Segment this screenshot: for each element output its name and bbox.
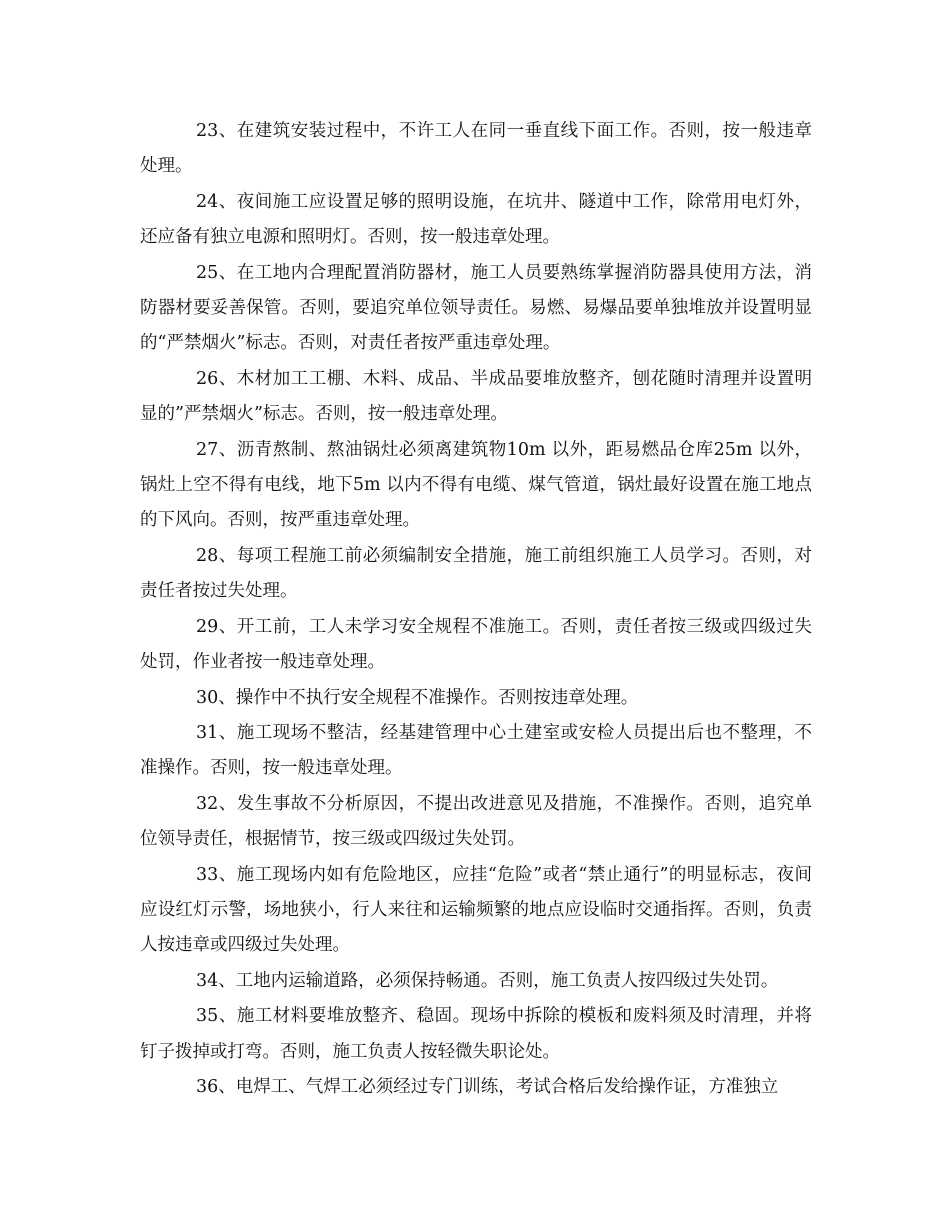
paragraph-30: 30、操作中不执行安全规程不准操作。否则按违章处理。	[196, 687, 639, 708]
paragraph-24: 24、夜间施工应设置足够的照明设施，在坑井、隧道中工作，除常用电灯外，还应备有独立电源和照明灯。否则，按一般违章处理。	[140, 191, 812, 248]
paragraph-26: 26、木材加工工棚、木料、成品、半成品要堆放整齐，刨花随时清理并设置明显的”严禁烟火”标志。否则，按一般违章处理。	[140, 368, 812, 425]
paragraph-32: 32、发生事故不分析原因，不提出改进意见及措施，不准操作。否则，追究单位领导责任，根据情节，按三级或四级过失处罚。	[140, 793, 812, 850]
paragraph-36: 36、电焊工、气焊工必须经过专门训练，考试合格后发给操作证，方准独立	[196, 1076, 779, 1097]
document-body	[140, 114, 812, 1105]
paragraph-27: 27、沥青熬制、熬油锅灶必须离建筑物10m 以外，距易燃品仓库25m 以外，锅灶上空不得有电线，地下5m 以内不得有电缆、煤气管道，锅灶最好设置在施工地点的下风向。否则，按严重违章处理。	[140, 439, 812, 531]
paragraph-29: 29、开工前，工人未学习安全规程不准施工。否则，责任者按三级或四级过失处罚，作业者按一般违章处理。	[140, 616, 812, 673]
paragraph-34: 34、工地内运输道路，必须保持畅通。否则，施工负责人按四级过失处罚。	[196, 970, 779, 991]
paragraph-28: 28、每项工程施工前必须编制安全措施，施工前组织施工人员学习。否则，对责任者按过失处理。	[140, 545, 812, 602]
paragraph-35: 35、施工材料要堆放整齐、稳固。现场中拆除的模板和废料须及时清理，并将钉子拨掉或打弯。否则，施工负责人按轻微失职论处。	[140, 1006, 812, 1062]
paragraph-33: 33、施工现场内如有危险地区，应挂“危险”或者“禁止通行”的明显标志，夜间应设红灯示警，场地狭小，行人来往和运输频繁的地点应设临时交通指挥。否则，负责人按违章或四级过失处理。	[140, 864, 812, 956]
paragraph-25: 25、在工地内合理配置消防器材，施工人员要熟练掌握消防器具使用方法，消防器材要妥善保管。否则，要追究单位领导责任。易燃、易爆品要单独堆放并设置明显的“严禁烟火”标志。否则，对责任者按严重违章处理。	[140, 262, 812, 354]
paragraph-31: 31、施工现场不整洁，经基建管理中心土建室或安检人员提出后也不整理，不准操作。否则，按一般违章处理。	[140, 722, 812, 779]
paragraph-23: 23、在建筑安装过程中，不许工人在同一垂直线下面工作。否则，按一般违章处理。	[140, 121, 812, 177]
